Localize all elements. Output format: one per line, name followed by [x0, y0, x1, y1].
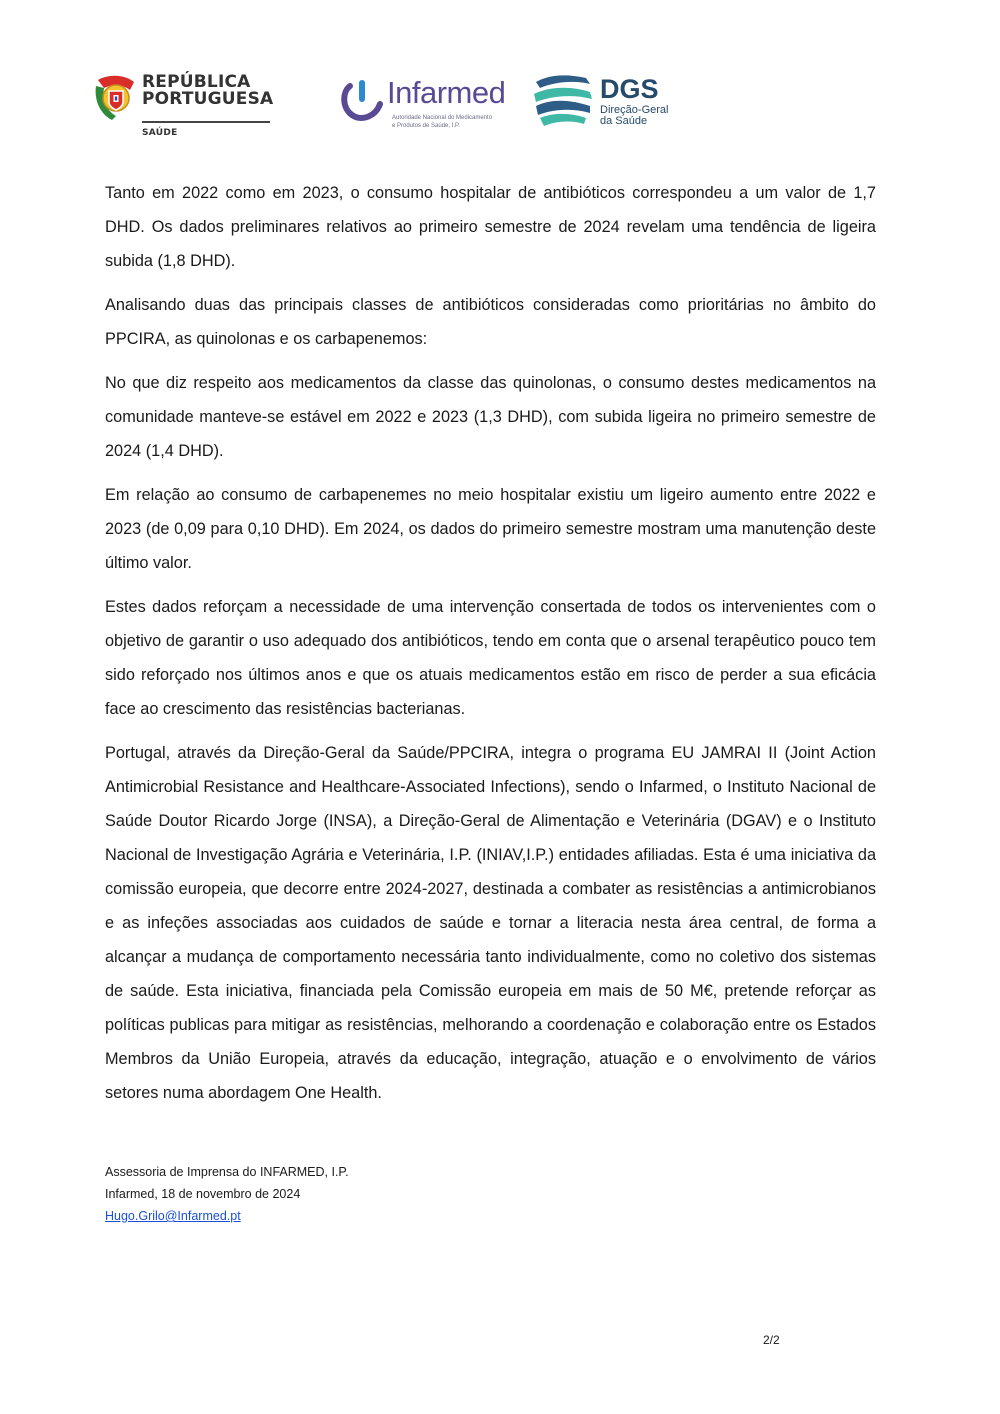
dgs-waves-icon: [532, 72, 594, 128]
infarmed-subtitle-line2: e Produtos de Saúde, I.P.: [392, 123, 460, 129]
republica-line1: REPÚBLICA: [142, 72, 251, 92]
paragraph-hospital-consumption: Tanto em 2022 como em 2023, o consumo hospitalar de antibióticos correspondeu a um valor de 1,7 DHD. Os dados preliminares relativos ao primeiro semestre de 2024 revelam uma tendência de ligeira subida (1,8 DHD).: [105, 184, 876, 270]
infarmed-subtitle-line1: Autoridade Nacional do Medicamento: [392, 115, 493, 121]
dgs-wordmark: DGS: [600, 74, 659, 104]
document-header: [0, 66, 1000, 146]
paragraph-carbapenems: Em relação ao consumo de carbapenemes no meio hospitalar existiu um ligeiro aumento entre 2022 e 2023 (de 0,09 para 0,10 DHD). Em 2024, os dados do primeiro semestre mostram uma manutenção deste último valor.: [105, 486, 876, 572]
document-body: [105, 176, 876, 1120]
page-number: 2/2: [763, 1333, 780, 1347]
infarmed-wordmark: Infarmed: [387, 75, 506, 110]
paragraph-intervention: Estes dados reforçam a necessidade de uma intervenção consertada de todos os intervenientes com o objetivo de garantir o uso adequado dos antibióticos, tendo em conta que o arsenal terapêutico pouco tem sido reforçado nos últimos anos e que os atuais medicamentos estão em risco de perder a sua eficácia face ao crescimento das resistências bacterianas.: [105, 598, 876, 718]
republica-portuguesa-logo: [94, 72, 274, 140]
infarmed-logo: [340, 72, 515, 136]
dgs-logo: [532, 72, 677, 132]
dgs-subtitle-line2: da Saúde: [600, 115, 648, 127]
infarmed-emblem-icon: [340, 78, 384, 122]
paragraph-antibiotic-classes: Analisando duas das principais classes de antibióticos consideradas como prioritárias no âmbito do PPCIRA, as quinolonas e os carbapenemos:: [105, 296, 876, 348]
republica-portuguesa-wordmark: [142, 74, 273, 108]
dgs-subtitle-line1: Direção-Geral: [600, 104, 669, 116]
paragraph-eu-jamrai: Portugal, através da Direção-Geral da Saúde/PPCIRA, integra o programa EU JAMRAI II (Joint Action Antimicrobial Resistance and Healthcare-Associated Infections), sendo o Infarmed, o Instituto Nacional de Saúde Doutor Ricardo Jorge (INSA), a Direção-Geral de Alimentação e Veterinária (DGAV) e o Instituto Nacional de Investigação Agrária e Veterinária, I.P. (INIAV,I.P.) entidades afiliadas. Esta é uma iniciativa da comissão europeia, que decorre entre 2024-2027, destinada a combater as resistências a antimicrobianos e as infeções associadas aos cuidados de saúde e tornar a literacia nesta área central, de forma a alcançar a mudança de comportamento necessária tanto individualmente, como no coletivo dos sistemas de saúde. Esta iniciativa, financiada pela Comissão europeia em mais de 50 M€, pretende reforçar as políticas publicas para mitigar as resistências, melhorando a coordenação e colaboração entre os Estados Membros da União Europeia, através da educação, integração, atuação e o envolvimento de vários setores numa abordagem One Health.: [105, 744, 876, 1102]
paragraph-quinolones: No que diz respeito aos medicamentos da classe das quinolonas, o consumo destes medicamentos na comunidade manteve-se estável em 2022 e 2023 (1,3 DHD), com subida ligeira no primeiro semestre de 2024 (1,4 DHD).: [105, 374, 876, 460]
press-contact-block: [105, 1161, 349, 1227]
place-date-line: Infarmed, 18 de novembro de 2024: [105, 1187, 301, 1201]
infarmed-subtitle: [392, 114, 522, 130]
republica-saude-label: SAÚDE: [142, 128, 178, 138]
republica-line2: PORTUGUESA: [142, 89, 274, 109]
contact-email-link[interactable]: Hugo.Grilo@Infarmed.pt: [105, 1209, 241, 1223]
republica-divider: [142, 121, 270, 123]
press-office-line: Assessoria de Imprensa do INFARMED, I.P.: [105, 1165, 349, 1179]
portugal-emblem-icon: [94, 72, 140, 122]
dgs-subtitle: [600, 105, 668, 127]
